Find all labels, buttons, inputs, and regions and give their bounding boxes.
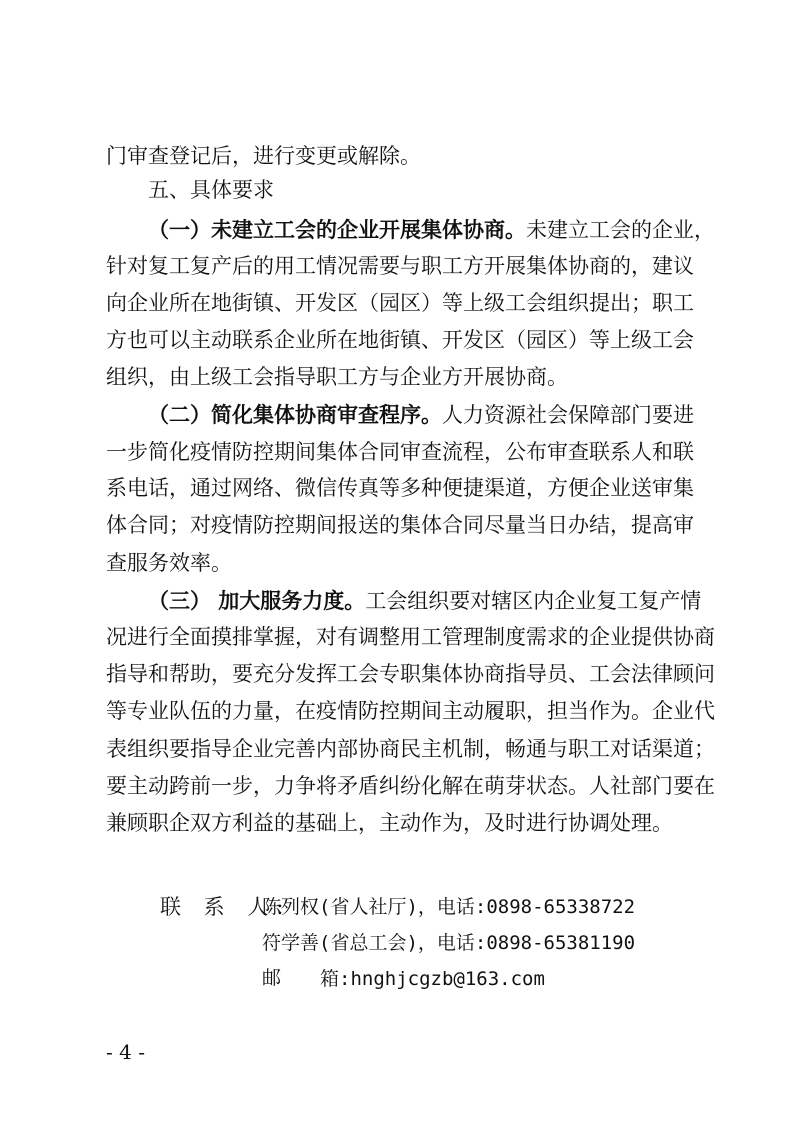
subheading-2: （二）简化集体协商审查程序。 — [148, 402, 442, 427]
text-line: 门审查登记后，进行变更或解除。 — [106, 144, 421, 168]
text-line: 一步简化疫情防控期间集体合同审查流程，公布审查联系人和联 — [106, 440, 694, 464]
text-span: 人力资源社会保障部门要进 — [442, 403, 694, 427]
text-line: 指导和帮助，要充分发挥工会专职集体协商指导员、工会法律顾问 — [106, 662, 715, 686]
text-span: 工会组织要对辖区内企业复工复产情 — [365, 589, 702, 613]
text-line: 体合同；对疫情防控期间报送的集体合同尽量当日办结，提高审 — [106, 513, 694, 537]
subheading-1: （一）未建立工会的企业开展集体协商。 — [148, 217, 526, 242]
text-line: 向企业所在地街镇、开发区（园区）等上级工会组织提出；职工 — [106, 291, 694, 315]
section-heading: 五、具体要求 — [148, 178, 274, 202]
text-line: 等专业队伍的力量，在疫情防控期间主动履职，担当作为。企业代 — [106, 699, 715, 723]
text-line: 要主动跨前一步，力争将矛盾纠纷化解在萌芽状态。人社部门要在 — [106, 774, 715, 798]
text-line: 针对复工复产后的用工情况需要与职工方开展集体协商的，建议 — [106, 254, 694, 278]
page-number: - 4 - — [106, 1040, 145, 1064]
text-line: 组织，由上级工会指导职工方与企业方开展协商。 — [106, 365, 568, 389]
paragraph-line — [148, 585, 702, 617]
contact-line-2: 符学善(省总工会)，电话:0898-65381190 — [262, 932, 636, 954]
text-line: 方也可以主动联系企业所在地街镇、开发区（园区）等上级工会 — [106, 328, 694, 352]
text-span: 未建立工会的企业， — [526, 218, 715, 242]
email-address: 箱:hnghjcgzb@163.com — [320, 968, 545, 990]
text-line: 系电话，通过网络、微信传真等多种便捷渠道，方便企业送审集 — [106, 476, 694, 500]
contact-line-1: 陈列权(省人社厅)，电话:0898-65338722 — [262, 896, 636, 918]
paragraph-line — [148, 214, 715, 246]
text-line: 况进行全面摸排掌握，对有调整用工管理制度需求的企业提供协商 — [106, 625, 715, 649]
paragraph-line — [148, 399, 694, 431]
subheading-3: （三） 加大服务力度。 — [148, 588, 366, 613]
contact-label: 联 系 人: — [160, 895, 292, 919]
text-line: 兼顾职企双方利益的基础上，主动作为，及时进行协调处理。 — [106, 811, 673, 835]
text-line: 表组织要指导企业完善内部协商民主机制，畅通与职工对话渠道； — [106, 737, 715, 761]
text-line: 查服务效率。 — [106, 551, 232, 575]
email-label: 邮 — [262, 967, 282, 989]
